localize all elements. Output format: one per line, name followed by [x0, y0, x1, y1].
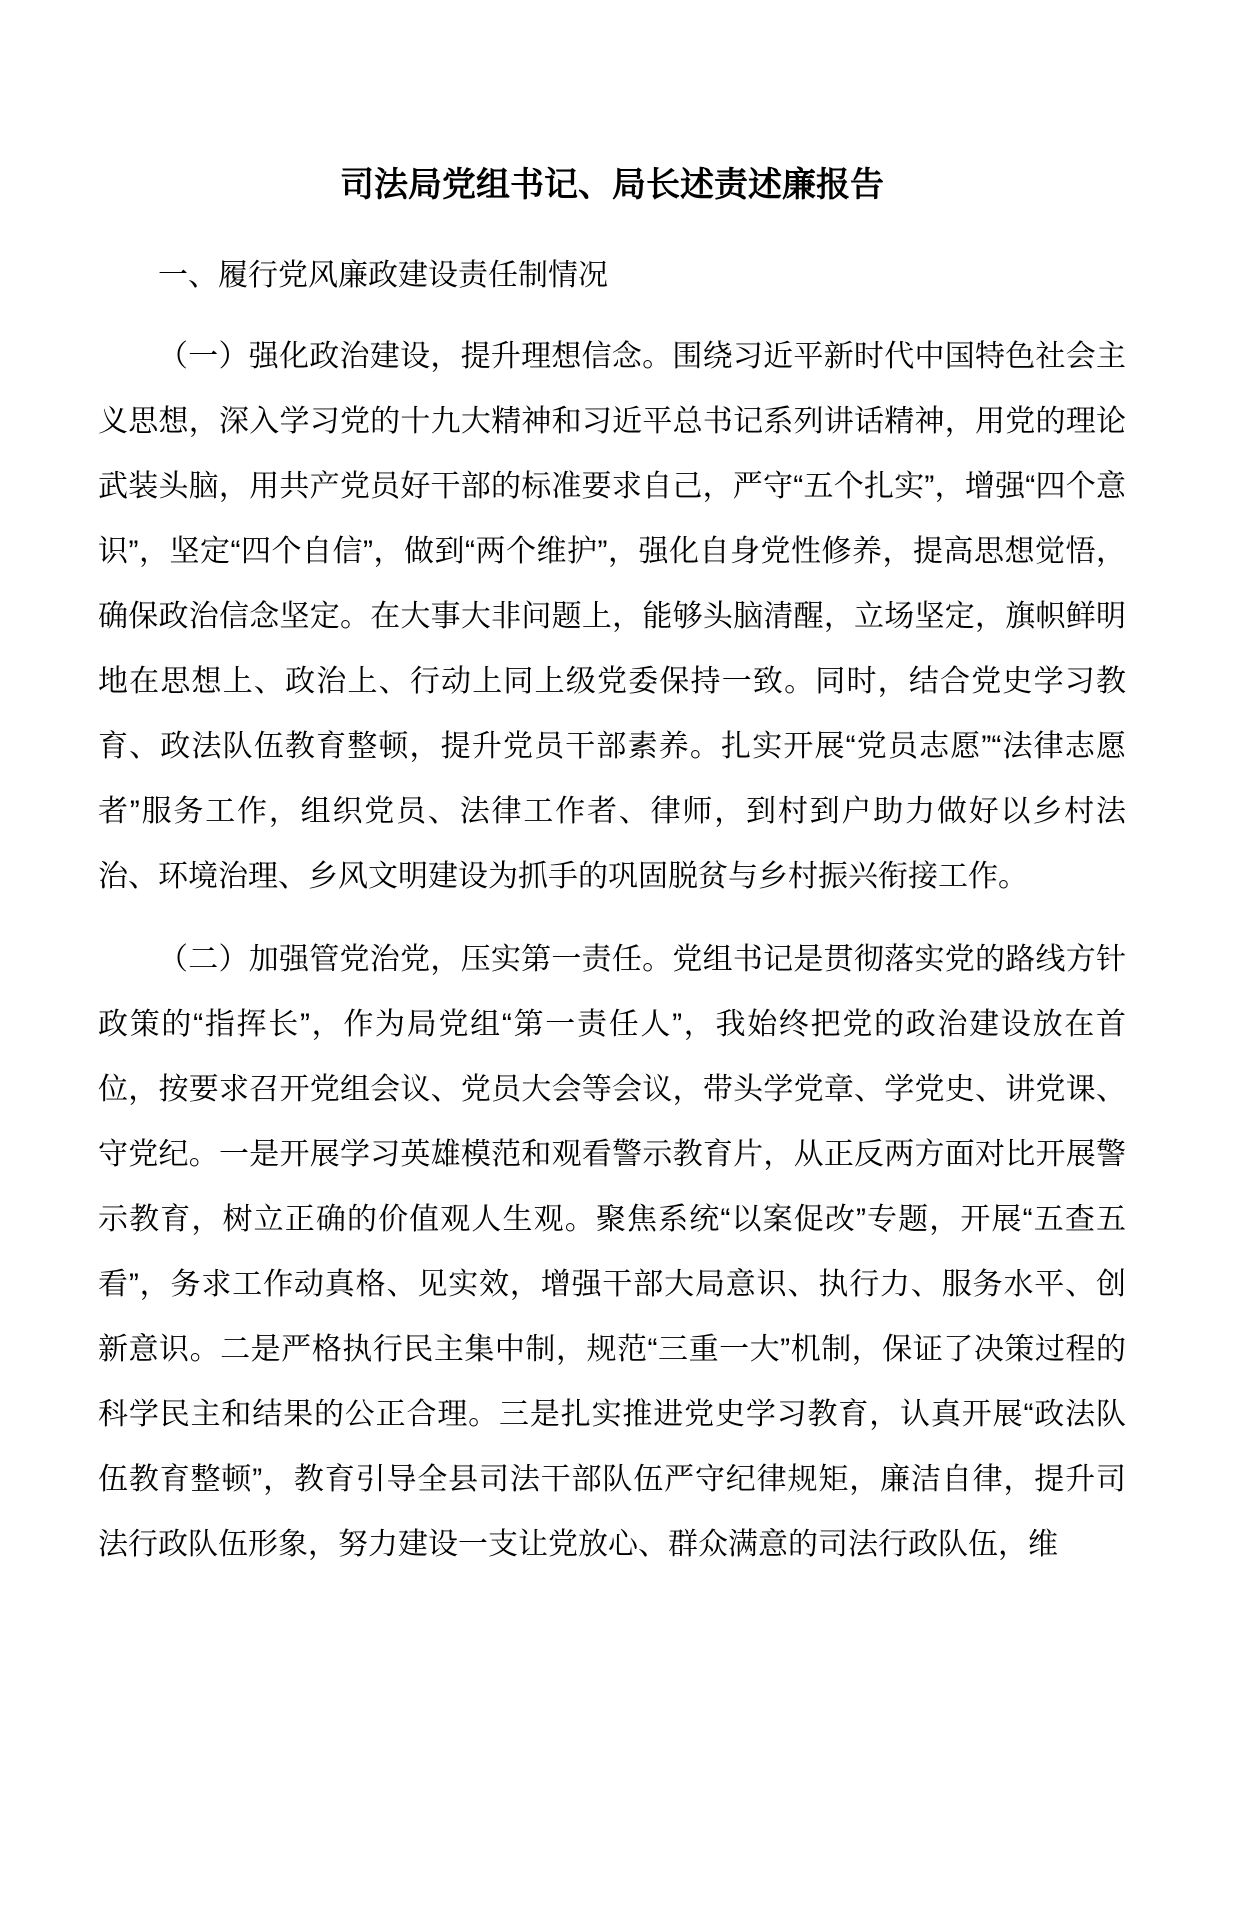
paragraph-1: （一）强化政治建设，提升理想信念。围绕习近平新时代中国特色社会主义思想，深入学习党的十九大精神和习近平总书记系列讲话精神，用党的理论武装头脑，用共产党员好干部的标准要求自己，严守“五个扎实”，增强“四个意识”，坚定“四个自信”，做到“两个维护”，强化自身党性修养，提高思想觉悟，确保政治信念坚定。在大事大非问题上，能够头脑清醒，立场坚定，旗帜鲜明地在思想上、政治上、行动上同上级党委保持一致。同时，结合党史学习教育、政法队伍教育整顿，提升党员干部素养。扎实开展“党员志愿”“法律志愿者”服务工作，组织党员、法律工作者、律师，到村到户助力做好以乡村法治、环境治理、乡风文明建设为抓手的巩固脱贫与乡村振兴衔接工作。	[98, 340, 1126, 893]
paragraph-2: （二）加强管党治党，压实第一责任。党组书记是贯彻落实党的路线方针政策的“指挥长”，作为局党组“第一责任人”，我始终把党的政治建设放在首位，按要求召开党组会议、党员大会等会议，带头学党章、学党史、讲党课、守党纪。一是开展学习英雄模范和观看警示教育片，从正反两方面对比开展警示教育，树立正确的价值观人生观。聚焦系统“以案促改”专题，开展“五查五看”，务求工作动真格、见实效，增强干部大局意识、执行力、服务水平、创新意识。二是严格执行民主集中制，规范“三重一大”机制，保证了决策过程的科学民主和结果的公正合理。三是扎实推进党史学习教育，认真开展“政法队伍教育整顿”，教育引导全县司法干部队伍严守纪律规矩，廉洁自律，提升司法行政队伍形象，努力建设一支让党放心、群众满意的司法行政队伍，维	[98, 943, 1126, 1561]
document-content	[98, 160, 1126, 1577]
section-heading-1: 一、履行党风廉政建设责任制情况	[158, 259, 608, 292]
document-page	[0, 160, 1240, 1914]
document-title: 司法局党组书记、局长述责述廉报告	[340, 166, 884, 204]
